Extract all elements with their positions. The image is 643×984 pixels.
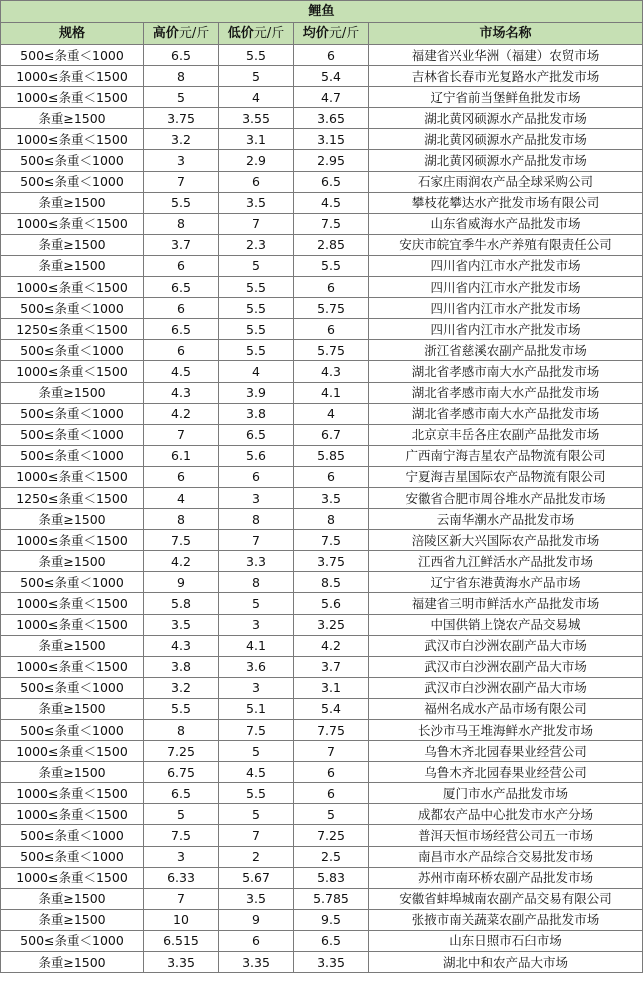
cell-spec: 1000≤条重＜1500 [1, 530, 144, 551]
table-row [1, 277, 643, 298]
cell-market-name: 湖北中和农产品大市场 [369, 952, 643, 973]
cell-high-price: 6 [144, 340, 219, 361]
cell-avg-price: 5.75 [294, 340, 369, 361]
cell-market-name: 山东省威海水产品批发市场 [369, 213, 643, 234]
header-avg [294, 23, 369, 45]
cell-spec: 条重≥1500 [1, 698, 144, 719]
cell-spec: 1000≤条重＜1500 [1, 656, 144, 677]
cell-high-price: 9 [144, 572, 219, 593]
cell-high-price: 5 [144, 87, 219, 108]
cell-avg-price: 3.7 [294, 656, 369, 677]
cell-low-price: 7 [219, 530, 294, 551]
table-row [1, 234, 643, 255]
cell-market-name: 湖北黄冈硕源水产品批发市场 [369, 108, 643, 129]
table-row [1, 635, 643, 656]
cell-spec: 条重≥1500 [1, 234, 144, 255]
cell-avg-price: 6.5 [294, 171, 369, 192]
cell-low-price: 3.1 [219, 129, 294, 150]
cell-low-price: 7.5 [219, 720, 294, 741]
cell-market-name: 四川省内江市水产批发市场 [369, 319, 643, 340]
cell-avg-price: 6 [294, 45, 369, 66]
cell-spec: 条重≥1500 [1, 509, 144, 530]
cell-market-name: 辽宁省前当堡鲜鱼批发市场 [369, 87, 643, 108]
cell-low-price: 2 [219, 846, 294, 867]
cell-high-price: 4.3 [144, 382, 219, 403]
cell-high-price: 6 [144, 255, 219, 276]
cell-market-name: 普洱天恒市场经营公司五一市场 [369, 825, 643, 846]
cell-high-price: 5 [144, 804, 219, 825]
cell-spec: 500≤条重＜1000 [1, 171, 144, 192]
cell-high-price: 8 [144, 720, 219, 741]
cell-low-price: 3.3 [219, 551, 294, 572]
table-row [1, 530, 643, 551]
cell-spec: 500≤条重＜1000 [1, 572, 144, 593]
cell-market-name: 宁夏海吉星国际农产品物流有限公司 [369, 466, 643, 487]
cell-low-price: 5.5 [219, 340, 294, 361]
cell-high-price: 6.75 [144, 762, 219, 783]
cell-low-price: 5 [219, 593, 294, 614]
cell-high-price: 10 [144, 909, 219, 930]
table-row [1, 867, 643, 888]
cell-high-price: 4.2 [144, 403, 219, 424]
header-market: 市场名称 [369, 23, 643, 45]
cell-high-price: 3.8 [144, 656, 219, 677]
cell-avg-price: 5.4 [294, 66, 369, 87]
cell-market-name: 四川省内江市水产批发市场 [369, 298, 643, 319]
cell-avg-price: 3.65 [294, 108, 369, 129]
cell-market-name: 吉林省长春市光复路水产批发市场 [369, 66, 643, 87]
cell-spec: 500≤条重＜1000 [1, 825, 144, 846]
cell-low-price: 6.5 [219, 424, 294, 445]
table-row [1, 298, 643, 319]
header-high-label: 高价 [152, 26, 179, 41]
cell-spec: 500≤条重＜1000 [1, 445, 144, 466]
cell-avg-price: 2.85 [294, 234, 369, 255]
cell-avg-price: 7 [294, 741, 369, 762]
header-avg-label: 均价 [302, 26, 329, 41]
cell-market-name: 乌鲁木齐北园春果业经营公司 [369, 741, 643, 762]
cell-high-price: 6.1 [144, 445, 219, 466]
cell-avg-price: 9.5 [294, 909, 369, 930]
header-low-unit: 元/斤 [253, 26, 285, 41]
cell-spec: 条重≥1500 [1, 192, 144, 213]
table-row [1, 403, 643, 424]
cell-avg-price: 5.75 [294, 298, 369, 319]
cell-low-price: 6 [219, 466, 294, 487]
cell-spec: 500≤条重＜1000 [1, 846, 144, 867]
cell-low-price: 5.6 [219, 445, 294, 466]
cell-market-name: 安庆市皖宜季牛水产养殖有限责任公司 [369, 234, 643, 255]
cell-avg-price: 4.3 [294, 361, 369, 382]
table-row [1, 846, 643, 867]
cell-high-price: 8 [144, 509, 219, 530]
table-title-row [1, 1, 643, 23]
cell-high-price: 3.5 [144, 614, 219, 635]
cell-spec: 500≤条重＜1000 [1, 424, 144, 445]
cell-low-price: 6 [219, 171, 294, 192]
table-row [1, 909, 643, 930]
cell-low-price: 5.1 [219, 698, 294, 719]
table-row [1, 720, 643, 741]
cell-spec: 1000≤条重＜1500 [1, 783, 144, 804]
cell-low-price: 7 [219, 213, 294, 234]
cell-spec: 500≤条重＜1000 [1, 340, 144, 361]
cell-low-price: 5.5 [219, 277, 294, 298]
table-row [1, 255, 643, 276]
cell-spec: 1000≤条重＜1500 [1, 466, 144, 487]
cell-avg-price: 7.25 [294, 825, 369, 846]
cell-spec: 500≤条重＜1000 [1, 677, 144, 698]
table-row [1, 319, 643, 340]
table-row [1, 698, 643, 719]
cell-high-price: 3.2 [144, 129, 219, 150]
cell-low-price: 3.6 [219, 656, 294, 677]
cell-market-name: 湖北省孝感市南大水产品批发市场 [369, 361, 643, 382]
table-row [1, 382, 643, 403]
cell-low-price: 3.8 [219, 403, 294, 424]
cell-high-price: 7 [144, 888, 219, 909]
cell-high-price: 6 [144, 298, 219, 319]
cell-spec: 1000≤条重＜1500 [1, 213, 144, 234]
cell-market-name: 云南华潮水产品批发市场 [369, 509, 643, 530]
cell-market-name: 武汉市白沙洲农副产品大市场 [369, 635, 643, 656]
cell-high-price: 4.3 [144, 635, 219, 656]
table-title: 鲤鱼 [1, 1, 643, 23]
cell-market-name: 福建省兴业华洲（福建）农贸市场 [369, 45, 643, 66]
table-row [1, 150, 643, 171]
cell-low-price: 3.35 [219, 952, 294, 973]
cell-avg-price: 4.2 [294, 635, 369, 656]
cell-low-price: 8 [219, 509, 294, 530]
table-row [1, 466, 643, 487]
cell-avg-price: 7.5 [294, 213, 369, 234]
cell-avg-price: 6.5 [294, 930, 369, 951]
table-row [1, 551, 643, 572]
cell-avg-price: 5.83 [294, 867, 369, 888]
cell-low-price: 4.5 [219, 762, 294, 783]
cell-high-price: 3 [144, 150, 219, 171]
table-row [1, 45, 643, 66]
cell-high-price: 5.5 [144, 192, 219, 213]
cell-market-name: 湖北省孝感市南大水产品批发市场 [369, 403, 643, 424]
cell-avg-price: 8.5 [294, 572, 369, 593]
cell-high-price: 4.5 [144, 361, 219, 382]
cell-avg-price: 4.7 [294, 87, 369, 108]
cell-spec: 1000≤条重＜1500 [1, 361, 144, 382]
cell-market-name: 山东日照市石臼市场 [369, 930, 643, 951]
cell-low-price: 3.5 [219, 192, 294, 213]
cell-avg-price: 3.75 [294, 551, 369, 572]
cell-avg-price: 5 [294, 804, 369, 825]
cell-spec: 1000≤条重＜1500 [1, 867, 144, 888]
table-row [1, 593, 643, 614]
table-row [1, 66, 643, 87]
cell-market-name: 中国供销上饶农产品交易城 [369, 614, 643, 635]
cell-low-price: 5 [219, 741, 294, 762]
cell-market-name: 攀枝花攀达水产批发市场有限公司 [369, 192, 643, 213]
cell-low-price: 4 [219, 361, 294, 382]
table-row [1, 129, 643, 150]
cell-high-price: 6 [144, 466, 219, 487]
cell-high-price: 7.5 [144, 530, 219, 551]
cell-high-price: 4.2 [144, 551, 219, 572]
cell-market-name: 成都农产品中心批发市水产分场 [369, 804, 643, 825]
table-row [1, 762, 643, 783]
cell-spec: 条重≥1500 [1, 888, 144, 909]
cell-market-name: 江西省九江鲜活水产品批发市场 [369, 551, 643, 572]
cell-spec: 500≤条重＜1000 [1, 150, 144, 171]
cell-spec: 条重≥1500 [1, 108, 144, 129]
cell-spec: 1000≤条重＜1500 [1, 804, 144, 825]
cell-low-price: 4 [219, 87, 294, 108]
table-row [1, 213, 643, 234]
cell-avg-price: 5.6 [294, 593, 369, 614]
table-row [1, 108, 643, 129]
cell-low-price: 8 [219, 572, 294, 593]
cell-spec: 500≤条重＜1000 [1, 930, 144, 951]
cell-low-price: 5.5 [219, 298, 294, 319]
cell-market-name: 福建省三明市鲜活水产品批发市场 [369, 593, 643, 614]
table-row [1, 930, 643, 951]
cell-market-name: 北京京丰岳各庄农副产品批发市场 [369, 424, 643, 445]
table-row [1, 572, 643, 593]
cell-market-name: 四川省内江市水产批发市场 [369, 277, 643, 298]
cell-market-name: 乌鲁木齐北园春果业经营公司 [369, 762, 643, 783]
cell-spec: 1250≤条重＜1500 [1, 487, 144, 508]
table-row [1, 952, 643, 973]
cell-high-price: 8 [144, 66, 219, 87]
cell-high-price: 5.8 [144, 593, 219, 614]
cell-spec: 1000≤条重＜1500 [1, 741, 144, 762]
cell-low-price: 4.1 [219, 635, 294, 656]
cell-high-price: 6.5 [144, 783, 219, 804]
cell-avg-price: 5.4 [294, 698, 369, 719]
cell-spec: 1250≤条重＜1500 [1, 319, 144, 340]
cell-avg-price: 5.785 [294, 888, 369, 909]
table-row [1, 888, 643, 909]
cell-spec: 500≤条重＜1000 [1, 720, 144, 741]
table-header-row [1, 23, 643, 45]
cell-market-name: 石家庄雨润农产品全球采购公司 [369, 171, 643, 192]
cell-market-name: 湖北省孝感市南大水产品批发市场 [369, 382, 643, 403]
cell-low-price: 5.5 [219, 783, 294, 804]
cell-market-name: 辽宁省东港黄海水产品市场 [369, 572, 643, 593]
cell-high-price: 7 [144, 171, 219, 192]
table-row [1, 656, 643, 677]
cell-high-price: 3.7 [144, 234, 219, 255]
cell-low-price: 2.3 [219, 234, 294, 255]
cell-avg-price: 3.35 [294, 952, 369, 973]
cell-low-price: 3.9 [219, 382, 294, 403]
cell-spec: 500≤条重＜1000 [1, 403, 144, 424]
cell-avg-price: 3.1 [294, 677, 369, 698]
header-high-unit: 元/斤 [178, 26, 210, 41]
cell-market-name: 苏州市南环桥农副产品批发市场 [369, 867, 643, 888]
cell-avg-price: 6 [294, 762, 369, 783]
table-row [1, 741, 643, 762]
cell-high-price: 7 [144, 424, 219, 445]
cell-market-name: 安徽省蚌埠城南农副产品交易有限公司 [369, 888, 643, 909]
cell-low-price: 7 [219, 825, 294, 846]
cell-spec: 条重≥1500 [1, 909, 144, 930]
cell-market-name: 南昌市水产品综合交易批发市场 [369, 846, 643, 867]
cell-avg-price: 6 [294, 466, 369, 487]
cell-high-price: 5.5 [144, 698, 219, 719]
cell-low-price: 3 [219, 614, 294, 635]
cell-market-name: 武汉市白沙洲农副产品大市场 [369, 677, 643, 698]
cell-spec: 条重≥1500 [1, 255, 144, 276]
cell-market-name: 广西南宁海吉星农产品物流有限公司 [369, 445, 643, 466]
cell-high-price: 8 [144, 213, 219, 234]
cell-avg-price: 4.1 [294, 382, 369, 403]
cell-spec: 1000≤条重＜1500 [1, 129, 144, 150]
cell-low-price: 2.9 [219, 150, 294, 171]
table-row [1, 445, 643, 466]
cell-low-price: 3.5 [219, 888, 294, 909]
cell-avg-price: 6 [294, 783, 369, 804]
cell-avg-price: 4 [294, 403, 369, 424]
cell-spec: 条重≥1500 [1, 952, 144, 973]
cell-avg-price: 6 [294, 319, 369, 340]
table-row [1, 614, 643, 635]
cell-low-price: 5 [219, 804, 294, 825]
table-row [1, 825, 643, 846]
cell-avg-price: 6 [294, 277, 369, 298]
table-row [1, 424, 643, 445]
header-avg-unit: 元/斤 [328, 26, 360, 41]
header-high [144, 23, 219, 45]
cell-spec: 条重≥1500 [1, 551, 144, 572]
cell-low-price: 5.67 [219, 867, 294, 888]
table-row [1, 487, 643, 508]
cell-avg-price: 6.7 [294, 424, 369, 445]
cell-spec: 500≤条重＜1000 [1, 45, 144, 66]
cell-market-name: 浙江省慈溪农副产品批发市场 [369, 340, 643, 361]
cell-avg-price: 7.75 [294, 720, 369, 741]
cell-spec: 1000≤条重＜1500 [1, 277, 144, 298]
cell-low-price: 5 [219, 255, 294, 276]
cell-low-price: 3 [219, 677, 294, 698]
header-low [219, 23, 294, 45]
table-row [1, 361, 643, 382]
header-spec: 规格 [1, 23, 144, 45]
cell-avg-price: 3.25 [294, 614, 369, 635]
cell-high-price: 6.5 [144, 45, 219, 66]
cell-high-price: 3.2 [144, 677, 219, 698]
cell-avg-price: 7.5 [294, 530, 369, 551]
cell-low-price: 5.5 [219, 319, 294, 340]
cell-market-name: 四川省内江市水产批发市场 [369, 255, 643, 276]
header-low-label: 低价 [227, 26, 254, 41]
table-row [1, 192, 643, 213]
cell-avg-price: 4.5 [294, 192, 369, 213]
cell-spec: 500≤条重＜1000 [1, 298, 144, 319]
cell-market-name: 张掖市南关蔬菜农副产品批发市场 [369, 909, 643, 930]
cell-market-name: 安徽省合肥市周谷堆水产品批发市场 [369, 487, 643, 508]
cell-spec: 条重≥1500 [1, 635, 144, 656]
cell-avg-price: 5.85 [294, 445, 369, 466]
cell-high-price: 3 [144, 846, 219, 867]
cell-market-name: 湖北黄冈硕源水产品批发市场 [369, 150, 643, 171]
cell-low-price: 9 [219, 909, 294, 930]
cell-spec: 条重≥1500 [1, 382, 144, 403]
cell-spec: 1000≤条重＜1500 [1, 614, 144, 635]
cell-avg-price: 5.5 [294, 255, 369, 276]
table-row [1, 804, 643, 825]
cell-market-name: 湖北黄冈硕源水产品批发市场 [369, 129, 643, 150]
table-row [1, 171, 643, 192]
cell-spec: 条重≥1500 [1, 762, 144, 783]
cell-high-price: 4 [144, 487, 219, 508]
cell-high-price: 6.5 [144, 319, 219, 340]
cell-high-price: 6.5 [144, 277, 219, 298]
cell-avg-price: 8 [294, 509, 369, 530]
cell-avg-price: 2.5 [294, 846, 369, 867]
cell-high-price: 3.75 [144, 108, 219, 129]
table-row [1, 509, 643, 530]
cell-low-price: 5.5 [219, 45, 294, 66]
cell-high-price: 7.5 [144, 825, 219, 846]
cell-avg-price: 3.5 [294, 487, 369, 508]
table-row [1, 87, 643, 108]
cell-spec: 1000≤条重＜1500 [1, 593, 144, 614]
cell-spec: 1000≤条重＜1500 [1, 66, 144, 87]
cell-market-name: 福州名成水产品市场有限公司 [369, 698, 643, 719]
table-row [1, 677, 643, 698]
cell-low-price: 6 [219, 930, 294, 951]
cell-high-price: 6.515 [144, 930, 219, 951]
cell-market-name: 涪陵区新大兴国际农产品批发市场 [369, 530, 643, 551]
cell-avg-price: 2.95 [294, 150, 369, 171]
cell-high-price: 7.25 [144, 741, 219, 762]
table-body [1, 45, 643, 973]
cell-low-price: 5 [219, 66, 294, 87]
cell-market-name: 武汉市白沙洲农副产品大市场 [369, 656, 643, 677]
cell-high-price: 3.35 [144, 952, 219, 973]
table-row [1, 783, 643, 804]
table-row [1, 340, 643, 361]
cell-low-price: 3 [219, 487, 294, 508]
cell-low-price: 3.55 [219, 108, 294, 129]
cell-market-name: 厦门市水产品批发市场 [369, 783, 643, 804]
cell-spec: 1000≤条重＜1500 [1, 87, 144, 108]
cell-high-price: 6.33 [144, 867, 219, 888]
cell-market-name: 长沙市马王堆海鲜水产批发市场 [369, 720, 643, 741]
cell-avg-price: 3.15 [294, 129, 369, 150]
